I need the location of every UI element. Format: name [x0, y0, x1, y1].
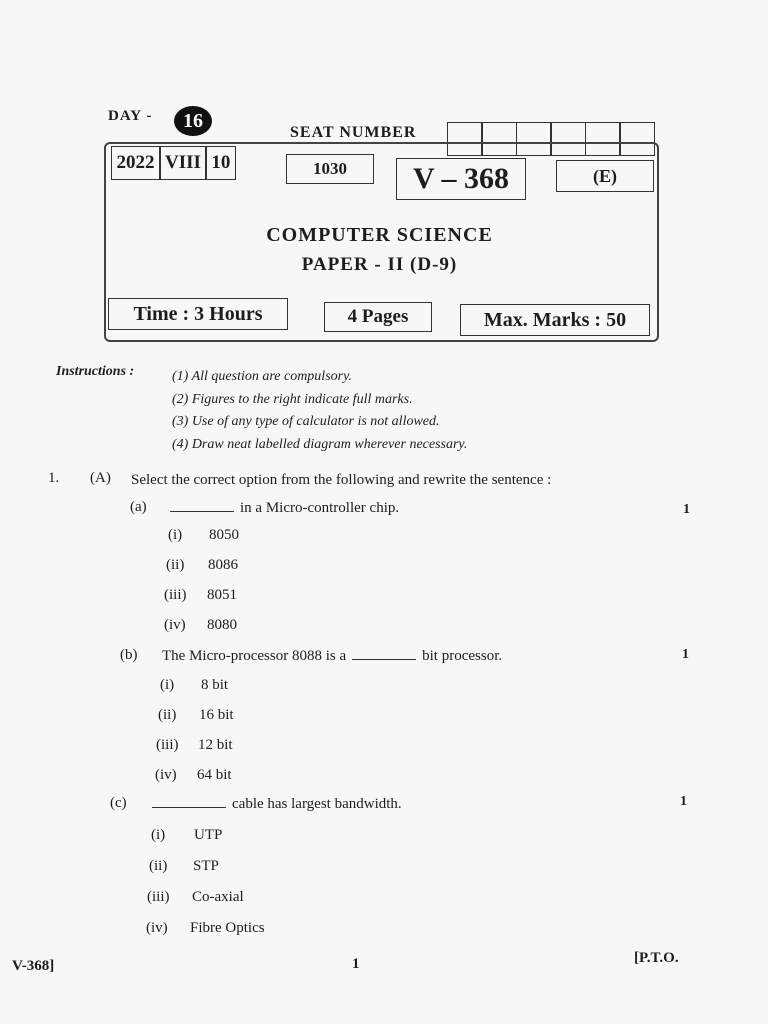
option-label: (ii)	[158, 707, 177, 723]
subquestion-c-label: (c)	[110, 795, 127, 811]
option-label: (i)	[168, 527, 183, 543]
subquestion-a-label: (a)	[130, 499, 147, 515]
instruction-item: (1) All question are compulsory.	[172, 369, 353, 384]
option-label: (iv)	[164, 617, 186, 633]
answer-blank	[352, 647, 416, 660]
subquestion-b-marks: 1	[682, 647, 689, 662]
max-marks: Max. Marks : 50	[460, 304, 650, 336]
question-number: 1.	[48, 470, 60, 486]
subquestion-a-marks: 1	[683, 502, 690, 517]
option-text: 8080	[207, 617, 237, 633]
option-label: (iii)	[156, 737, 179, 753]
subquestion-b-after: bit processor.	[422, 648, 503, 664]
exam-date	[112, 146, 236, 180]
language-code: (E)	[556, 160, 654, 192]
option-text: 64 bit	[197, 767, 232, 783]
option-label: (i)	[160, 677, 175, 693]
option-text: 16 bit	[199, 707, 234, 723]
option-text: 8086	[208, 557, 238, 573]
instruction-item: (4) Draw neat labelled diagram wherever necessary.	[172, 436, 468, 452]
instructions-title: Instructions :	[56, 364, 135, 379]
subject-title: COMPUTER SCIENCE	[266, 224, 493, 246]
question-part-label: (A)	[90, 470, 111, 486]
option-text: 8050	[209, 527, 239, 543]
time-duration: Time : 3 Hours	[108, 298, 288, 330]
subquestion-b-before: The Micro-processor 8088 is a	[162, 648, 347, 664]
subquestion-c-marks: 1	[680, 794, 687, 809]
subquestion-c-text	[152, 795, 402, 813]
option-label: (iv)	[146, 920, 168, 936]
option-label: (iii)	[147, 889, 170, 905]
paper-title: PAPER - II (D-9)	[301, 254, 458, 275]
exam-time-code: 1030	[286, 154, 374, 184]
option-label: (i)	[151, 827, 166, 843]
option-text: STP	[193, 858, 219, 874]
instruction-item: (2) Figures to the right indicate full marks.	[172, 391, 413, 407]
page-count: 4 Pages	[324, 302, 432, 332]
option-text: Fibre Optics	[190, 920, 265, 936]
please-turn-over: [P.T.O.	[634, 950, 679, 966]
option-text: 8 bit	[201, 677, 229, 693]
date-month: VIII	[159, 146, 207, 180]
subquestion-b-text	[162, 647, 502, 665]
option-label: (ii)	[149, 858, 168, 874]
day-label: DAY -	[108, 108, 153, 124]
seat-number-label: SEAT NUMBER	[290, 124, 417, 141]
subquestion-a-text	[170, 499, 399, 517]
option-text: 8051	[207, 587, 237, 603]
option-text: 12 bit	[198, 737, 233, 753]
footer-paper-code: V-368]	[12, 958, 55, 974]
option-text: Co-axial	[192, 889, 244, 905]
option-label: (ii)	[166, 557, 185, 573]
option-label: (iv)	[155, 767, 177, 783]
question-part-text: Select the correct option from the following and rewrite the sentence :	[131, 472, 552, 488]
page-number: 1	[352, 956, 360, 972]
answer-blank	[170, 499, 234, 512]
date-day: 10	[205, 146, 236, 180]
option-text: UTP	[194, 827, 223, 843]
date-year: 2022	[111, 146, 161, 180]
option-label: (iii)	[164, 587, 187, 603]
subquestion-a-after: in a Micro-controller chip.	[240, 500, 400, 516]
subquestion-c-after: cable has largest bandwidth.	[232, 796, 402, 812]
day-number-badge: 16	[174, 106, 212, 136]
subquestion-b-label: (b)	[120, 647, 138, 663]
answer-blank	[152, 795, 226, 808]
instruction-item: (3) Use of any type of calculator is not allowed.	[172, 414, 440, 429]
paper-code: V – 368	[396, 158, 526, 200]
instructions-list	[172, 366, 467, 456]
